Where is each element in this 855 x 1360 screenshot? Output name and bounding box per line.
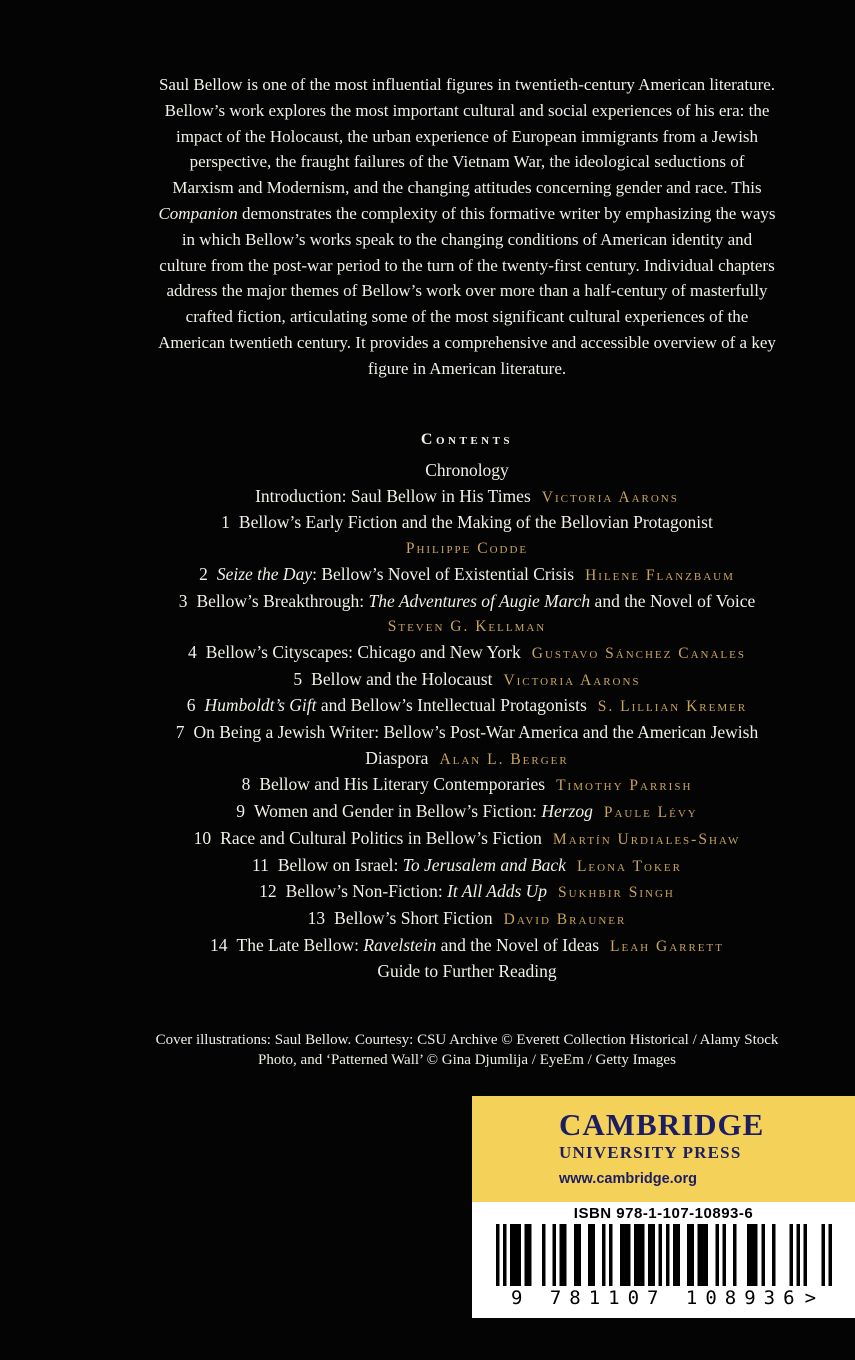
contributor-name: S. Lillian Kremer <box>597 698 748 716</box>
chapter-number: 14 <box>210 934 228 955</box>
chapter-title: Chronology <box>425 460 509 480</box>
chapter-title: The Late Bellow: Ravelstein and the Novel of Ideas <box>236 934 600 955</box>
chapter-title: Bellow’s Short Fiction <box>334 907 493 928</box>
chapter-number: 13 <box>307 907 326 928</box>
contributor-name: David Brauner <box>503 910 627 928</box>
contents-entry <box>95 906 839 933</box>
contributor-name: Paule Lévy <box>603 804 698 822</box>
chapter-title: On Being a Jewish Writer: Bellow’s Post-War America and the American Jewish Diaspora <box>193 722 759 768</box>
chapter-number: 2 <box>199 563 208 584</box>
chapter-title: Seize the Day: Bellow’s Novel of Existential Crisis <box>216 563 575 584</box>
chapter-number: 1 <box>221 512 230 533</box>
chapter-title: Race and Cultural Politics in Bellow’s Fiction <box>220 827 542 848</box>
cover-credits: Cover illustrations: Saul Bellow. Courtesy: CSU Archive © Everett Collection Historical / Alamy Stock Photo, and ‘Patterned Wall’ © Gina Djumlija / EyeEm / Getty Images <box>155 1032 779 1069</box>
contributor-name: Steven G. Kellman <box>387 618 547 636</box>
chapter-title: Bellow’s Early Fiction and the Making of the Bellovian Protagonist <box>238 512 713 533</box>
contents-entry <box>95 484 839 511</box>
contents-entry <box>95 933 839 960</box>
isbn-label: ISBN 978-1-107-10893-6 <box>573 1205 754 1222</box>
chapter-number: 5 <box>293 668 303 689</box>
barcode-number: 9 781107 108936 <box>510 1287 803 1309</box>
contents-entry <box>95 458 839 484</box>
isbn-barcode-panel <box>472 1202 855 1318</box>
contributor-name: Victoria Aarons <box>503 671 641 689</box>
chapter-title: Bellow’s Non-Fiction: It All Adds Up <box>285 881 548 902</box>
chapter-number: 3 <box>178 590 188 611</box>
contributor-name: Leona Toker <box>576 857 682 875</box>
blurb-text: Saul Bellow is one of the most influential figures in twentieth-century American literature. Bellow’s work explores the most important cultural and social experiences of his era: the impact of the Holocaust, the urban experience of European immigrants from a Jewish perspective, the fraught failures of the Vietnam War, the ideological seductions of Marxism and Modernism, and the changing attitudes concerning gender and race. This Companion demonstrates the complexity of this formative writer by emphasizing the ways in which Bellow’s works speak to the changing conditions of American identity and culture from the post-war period to the turn of the twenty-first century. Individual chapters address the major themes of Bellow’s work over more than a half-century of masterfully crafted fiction, articulating some of the most significant cultural experiences of the American twentieth century. It provides a comprehensive and accessible overview of a key figure in American literature. <box>158 75 776 378</box>
contributor-name: Martín Urdiales-Shaw <box>552 830 741 848</box>
contents-entry <box>95 879 839 906</box>
chapter-number: 4 <box>188 641 197 662</box>
chapter-title: Introduction: Saul Bellow in His Times <box>255 485 531 506</box>
contents-entry <box>95 510 839 561</box>
contents-entry <box>95 667 839 694</box>
contents-entry <box>95 799 839 826</box>
contents-list <box>95 458 839 985</box>
barcode-digits <box>472 1287 855 1309</box>
publisher-name: CAMBRIDGE <box>559 1107 765 1142</box>
contributor-name: Leah Garrett <box>610 937 724 955</box>
chapter-number: 10 <box>193 827 212 848</box>
chapter-title: Bellow on Israel: To Jerusalem and Back <box>277 854 566 875</box>
contributor-name: Philippe Codde <box>405 540 529 558</box>
contents-entry <box>95 589 839 640</box>
chapter-title: Guide to Further Reading <box>377 961 557 982</box>
contributor-name: Gustavo Sánchez Canales <box>531 644 746 662</box>
contributor-name: Victoria Aarons <box>541 488 679 506</box>
chapter-title: Bellow’s Cityscapes: Chicago and New York <box>205 641 521 662</box>
publisher-panel <box>472 1096 855 1318</box>
contents-entry <box>95 640 839 667</box>
chapter-number: 9 <box>236 801 245 822</box>
chapter-title: Bellow and the Holocaust <box>311 668 493 689</box>
contents-entry <box>95 693 839 720</box>
chapter-title: Humboldt’s Gift and Bellow’s Intellectual Protagonists <box>204 695 587 716</box>
chapter-title: Women and Gender in Bellow’s Fiction: Herzog <box>254 801 593 822</box>
chapter-number: 12 <box>259 881 277 902</box>
contents-heading: Contents <box>420 431 514 448</box>
cambridge-logo-panel <box>472 1096 855 1202</box>
contents-entry <box>95 853 839 880</box>
contents-entry <box>95 562 839 589</box>
chapter-number: 8 <box>241 774 251 795</box>
contents-entry <box>95 720 839 772</box>
contributor-name: Sukhbir Singh <box>558 884 675 902</box>
contributor-name: Alan L. Berger <box>439 750 569 768</box>
chapter-number: 11 <box>252 854 269 875</box>
chapter-title: Bellow and His Literary Contemporaries <box>259 774 546 795</box>
chapter-number: 7 <box>175 722 185 743</box>
publisher-subname: UNIVERSITY PRESS <box>559 1143 742 1162</box>
contents-entry <box>95 826 839 853</box>
contents-entry <box>95 772 839 799</box>
contents-entry <box>95 959 839 985</box>
quiet-zone-arrow: > <box>804 1287 817 1309</box>
contents-section <box>95 431 839 985</box>
contributor-name: Timothy Parrish <box>556 777 693 795</box>
chapter-number: 6 <box>186 695 196 716</box>
contributor-name: Hilene Flanzbaum <box>585 566 735 584</box>
publisher-website: www.cambridge.org <box>559 1171 698 1187</box>
barcode <box>496 1224 832 1286</box>
chapter-title: Bellow’s Breakthrough: The Adventures of Augie March and the Novel of Voice <box>196 590 756 611</box>
